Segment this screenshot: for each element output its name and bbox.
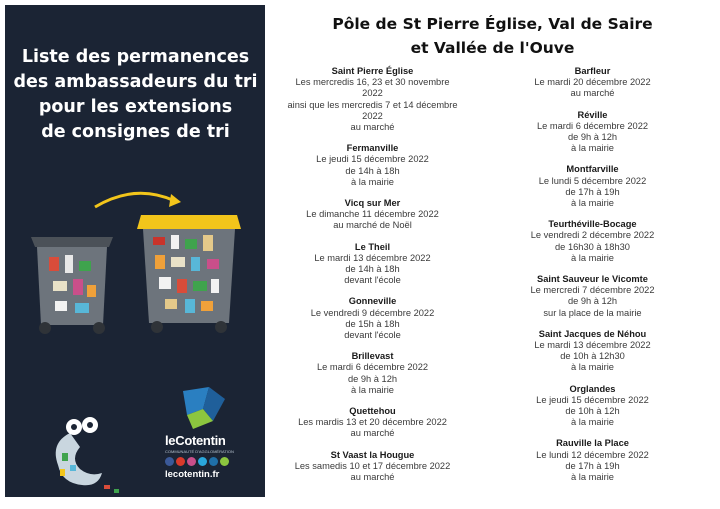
town-name: Saint Sauveur le Vicomte — [537, 274, 648, 285]
schedule-line: à la mairie — [571, 143, 614, 154]
right-schedule-column — [505, 66, 680, 483]
panel-title-line: pour les extensions — [38, 97, 233, 117]
town-name: Gonneville — [348, 296, 397, 307]
schedule-entry — [280, 66, 465, 133]
left-panel — [5, 5, 265, 497]
town-name: Rauville la Place — [556, 438, 629, 449]
schedule-line: de 14h à 18h — [345, 165, 400, 176]
town-name: Fermanville — [346, 143, 399, 154]
schedule-entry — [505, 164, 680, 209]
schedule-line: 2022 — [362, 110, 383, 121]
schedule-line: Les mardis 13 et 20 décembre 2022 — [298, 417, 447, 428]
town-name: Réville — [577, 109, 608, 120]
schedule-line: au marché — [570, 88, 615, 99]
schedule-line: de 17h à 19h — [565, 186, 620, 197]
schedule-line: à la mairie — [351, 176, 394, 187]
panel-title-line: des ambassadeurs du tri — [13, 72, 258, 92]
schedule-entry — [505, 274, 680, 319]
schedule-line: de 10h à 12h — [565, 406, 620, 417]
schedule-line: de 9h à 12h — [567, 296, 618, 307]
left-schedule-column — [280, 66, 465, 483]
schedule-line: Le mardi 20 décembre 2022 — [534, 77, 651, 88]
schedule-line: Le mardi 6 décembre 2022 — [536, 120, 649, 131]
title-line: Pôle de St Pierre Église, Val de Saire — [332, 15, 653, 33]
title-line: et Vallée de l'Ouve — [410, 39, 575, 57]
schedule-line: Le dimanche 11 décembre 2022 — [306, 209, 439, 220]
curved-arrow-icon — [95, 193, 175, 207]
schedule-line: Le mardi 13 décembre 2022 — [314, 252, 431, 263]
schedule-line: au marché de Noël — [333, 220, 412, 231]
schedule-line: à la mairie — [571, 362, 614, 373]
social-icons — [165, 457, 229, 466]
schedule-line: Le mercredi 7 décembre 2022 — [530, 285, 655, 296]
schedule-line: de 16h30 à 18h30 — [555, 241, 630, 252]
schedule-entry — [280, 296, 465, 341]
schedule-entry — [280, 406, 465, 440]
schedule-line: devant l'école — [344, 275, 401, 286]
schedule-line: Le jeudi 15 décembre 2022 — [316, 154, 429, 165]
schedule-entry — [280, 351, 465, 396]
brand-name: leCotentin — [165, 433, 226, 448]
town-name: Brillevast — [351, 351, 394, 362]
schedule-line: Le mardi 13 décembre 2022 — [534, 340, 651, 351]
mail-icon[interactable] — [220, 457, 229, 466]
twitter-icon[interactable] — [198, 457, 207, 466]
panel-title-line: Liste des permanences — [21, 47, 250, 67]
page-title — [300, 12, 685, 60]
schedule-line: devant l'école — [344, 330, 401, 341]
schedule-line: Le lundi 5 décembre 2022 — [538, 175, 647, 186]
town-name: Orglandes — [569, 383, 616, 394]
town-name: Saint Jacques de Néhou — [538, 328, 647, 339]
schedule-entry — [280, 242, 465, 287]
schedule-line: de 9h à 12h — [347, 373, 398, 384]
schedule-line: à la mairie — [571, 252, 614, 263]
brand-tagline: COMMUNAUTÉ D'AGGLOMÉRATION — [165, 449, 234, 454]
town-name: Montfarville — [566, 164, 619, 175]
schedule-entry — [505, 329, 680, 374]
schedule-line: Le vendredi 9 décembre 2022 — [310, 307, 435, 318]
schedule-line: à la mairie — [571, 417, 614, 428]
schedule-entry — [505, 110, 680, 155]
town-name: Saint Pierre Église — [331, 66, 414, 76]
brand-block — [165, 385, 260, 495]
schedule-line: Le lundi 12 décembre 2022 — [536, 449, 649, 460]
panel-title-line: de consignes de tri — [41, 122, 230, 142]
schedule-entry — [280, 198, 465, 232]
schedule-entry — [505, 384, 680, 429]
schedule-line: de 9h à 12h — [567, 132, 618, 143]
schedule-line: ainsi que les mercredis 7 et 14 décembre — [287, 99, 458, 110]
town-name: Barfleur — [574, 66, 611, 76]
schedule-line: au marché — [350, 472, 395, 483]
grey-bin-icon — [31, 237, 113, 334]
le-cotentin-logo-icon — [179, 385, 229, 431]
panel-title — [13, 45, 258, 145]
linkedin-icon[interactable] — [209, 457, 218, 466]
schedule-line: au marché — [350, 122, 395, 133]
schedule-line: au marché — [350, 428, 395, 439]
schedule-line: de 10h à 12h30 — [560, 351, 625, 362]
town-name: St Vaast la Hougue — [330, 449, 415, 460]
schedule-entry — [280, 450, 465, 484]
schedule-entry — [280, 143, 465, 188]
recycling-mascot-icon — [40, 403, 135, 497]
schedule-line: sur la place de la mairie — [543, 307, 642, 318]
facebook-icon[interactable] — [165, 457, 174, 466]
youtube-icon[interactable] — [176, 457, 185, 466]
schedule-line: à la mairie — [571, 472, 614, 483]
town-name: Le Theil — [354, 241, 391, 252]
instagram-icon[interactable] — [187, 457, 196, 466]
town-name: Vicq sur Mer — [344, 198, 401, 209]
yellow-bin-icon — [137, 215, 241, 333]
schedule-line: à la mairie — [351, 384, 394, 395]
schedule-entry — [505, 219, 680, 264]
schedule-line: Le mardi 6 décembre 2022 — [316, 362, 429, 373]
schedule-line: 2022 — [362, 88, 383, 99]
schedule-line: de 14h à 18h — [345, 264, 400, 275]
town-name: Teurthéville-Bocage — [548, 219, 637, 230]
schedule-line: Le vendredi 2 décembre 2022 — [530, 230, 655, 241]
schedule-line: à la mairie — [571, 198, 614, 209]
schedule-line: Les samedis 10 et 17 décembre 2022 — [294, 460, 451, 471]
recycling-bins-illustration — [25, 185, 255, 345]
schedule-line: Le jeudi 15 décembre 2022 — [536, 394, 649, 405]
schedule-entry — [505, 438, 680, 483]
schedule-line: de 15h à 18h — [345, 318, 400, 329]
schedule-entry — [505, 66, 680, 100]
schedule-line: Les mercredis 16, 23 et 30 novembre — [295, 77, 450, 88]
town-name: Quettehou — [349, 406, 396, 417]
brand-url[interactable]: lecotentin.fr — [165, 469, 220, 480]
schedule-line: de 17h à 19h — [565, 460, 620, 471]
